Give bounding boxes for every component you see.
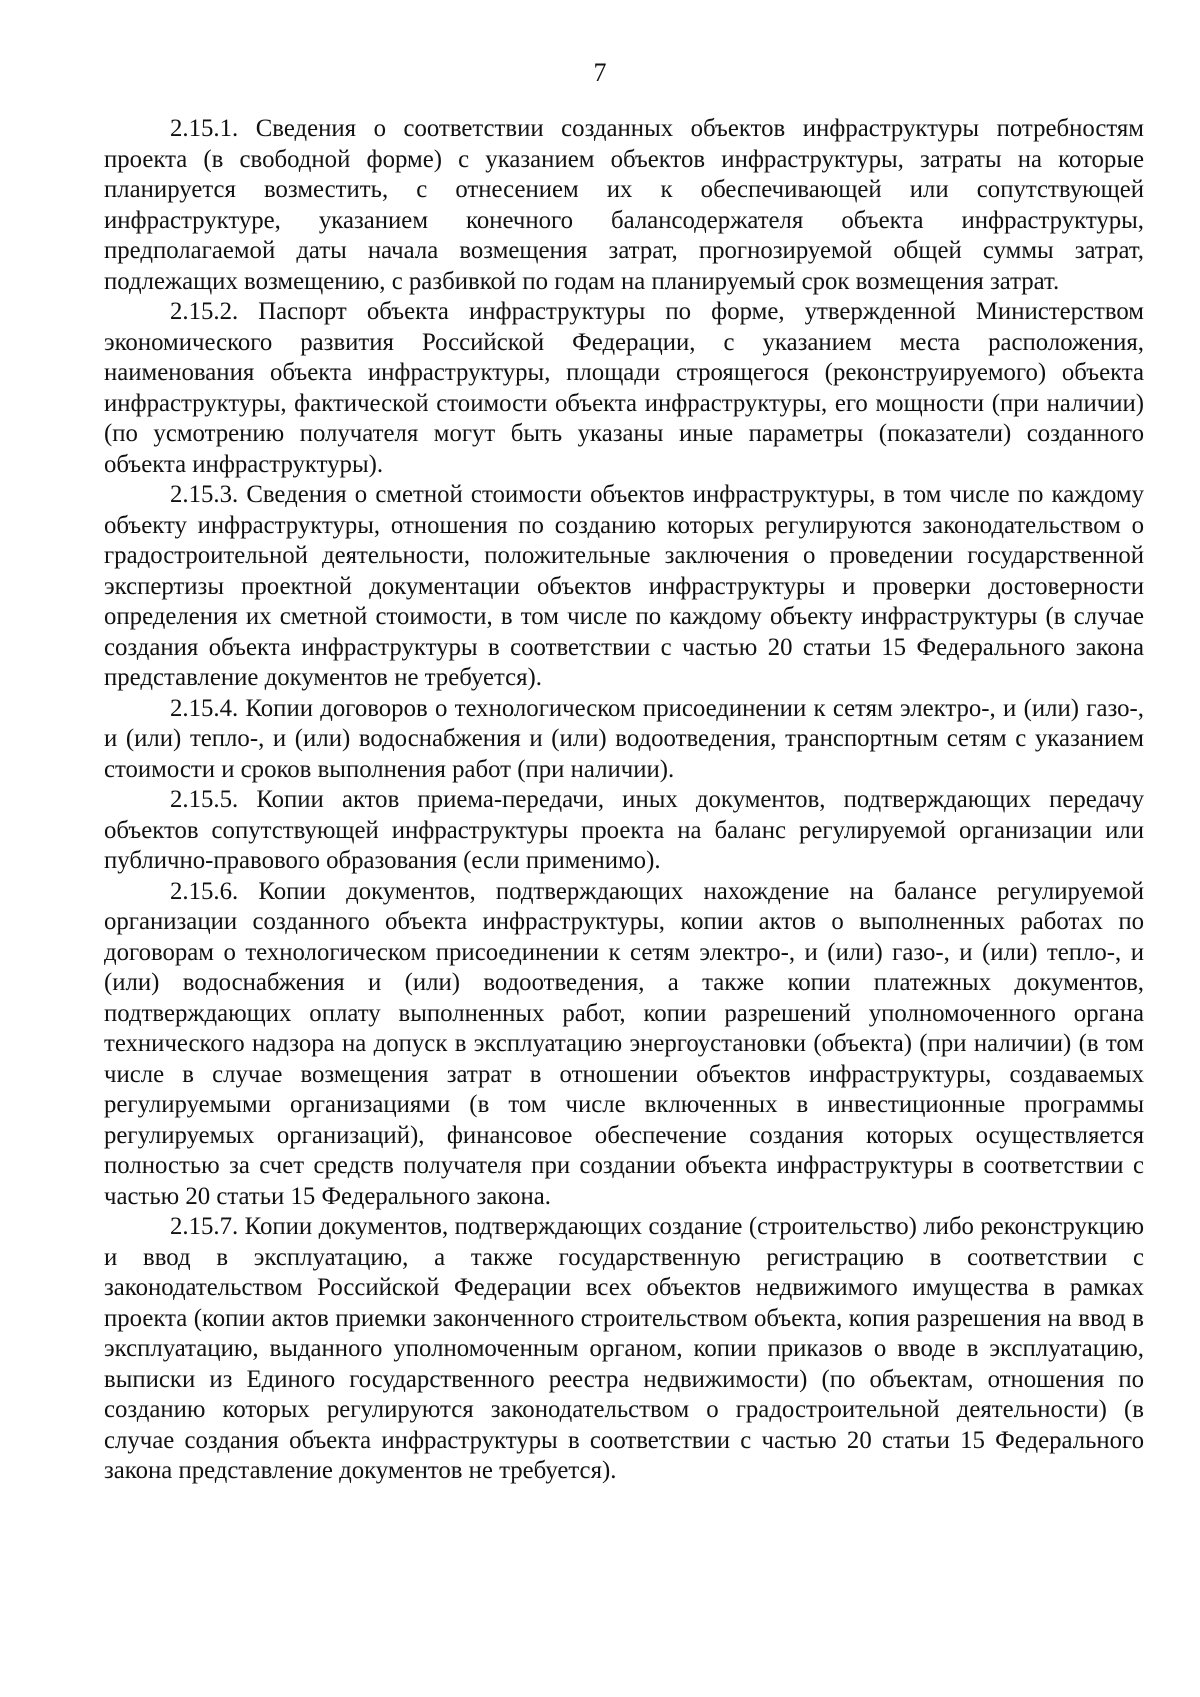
- paragraph-2-15-7: 2.15.7. Копии документов, подтверждающих создание (строительство) либо реконструкцию и ввод в эксплуатацию, а также государственную регистрацию в соответствии с законодательством Российской Федерации всех объектов недвижимого имущества в рамках проекта (копии актов приемки законченного строительством объекта, копия разрешения на ввод в эксплуатацию, выданного уполномоченным органом, копии приказов о вводе в эксплуатацию, выписки из Единого государственного реестра недвижимости) (по объектам, отношения по созданию которых регулируются законодательством о градостроительной деятельности) (в случае создания объекта инфраструктуры в соответствии с частью 20 статьи 15 Федерального закона представление документов не требуется).: [104, 1213, 1144, 1484]
- document-body: [104, 114, 1144, 1487]
- paragraph-2-15-1: 2.15.1. Сведения о соответствии созданных объектов инфраструктуры потребностям проекта (в свободной форме) с указанием объектов инфраструктуры, затраты на которые планируется возместить, с отнесением их к обеспечивающей или сопутствующей инфраструктуре, указанием конечного балансодержателя объекта инфраструктуры, предполагаемой даты начала возмещения затрат, прогнозируемой общей суммы затрат, подлежащих возмещению, с разбивкой по годам на планируемый срок возмещения затрат.: [104, 115, 1144, 295]
- paragraph-2-15-6: 2.15.6. Копии документов, подтверждающих нахождение на балансе регулируемой организации созданного объекта инфраструктуры, копии актов о выполненных работах по договорам о технологическом присоединении к сетям электро-, и (или) газо-, и (или) тепло-, и (или) водоснабжения и (или) водоотведения, а также копии платежных документов, подтверждающих оплату выполненных работ, копии разрешений уполномоченного органа технического надзора на допуск в эксплуатацию энергоустановки (объекта) (при наличии) (в том числе в случае возмещения затрат в отношении объектов инфраструктуры, создаваемых регулируемыми организациями (в том числе включенных в инвестиционные программы регулируемых организаций), финансовое обеспечение создания которых осуществляется полностью за счет средств получателя при создании объекта инфраструктуры в соответствии с частью 20 статьи 15 Федерального закона.: [104, 877, 1144, 1210]
- paragraph-2-15-3: 2.15.3. Сведения о сметной стоимости объектов инфраструктуры, в том числе по каждому объекту инфраструктуры, отношения по созданию которых регулируются законодательством о градостроительной деятельности, положительные заключения о проведении государственной экспертизы проектной документации объектов инфраструктуры и проверки достоверности определения их сметной стоимости, в том числе по каждому объекту инфраструктуры (в случае создания объекта инфраструктуры в соответствии с частью 20 статьи 15 Федерального закона представление документов не требуется).: [104, 481, 1144, 691]
- page-number: 7: [593, 58, 607, 87]
- paragraph-2-15-5: 2.15.5. Копии актов приема-передачи, иных документов, подтверждающих передачу объектов сопутствующей инфраструктуры проекта на баланс регулируемой организации или публично-правового образования (если применимо).: [104, 786, 1144, 874]
- paragraph-2-15-4: 2.15.4. Копии договоров о технологическом присоединении к сетям электро-, и (или) газо-, и (или) тепло-, и (или) водоснабжения и (или) водоотведения, транспортным сетям с указанием стоимости и сроков выполнения работ (при наличии).: [104, 694, 1144, 783]
- paragraph-2-15-2: 2.15.2. Паспорт объекта инфраструктуры по форме, утвержденной Министерством экономического развития Российской Федерации, с указанием места расположения, наименования объекта инфраструктуры, площади строящегося (реконструируемого) объекта инфраструктуры, фактической стоимости объекта инфраструктуры, его мощности (при наличии) (по усмотрению получателя могут быть указаны иные параметры (показатели) созданного объекта инфраструктуры).: [104, 298, 1144, 478]
